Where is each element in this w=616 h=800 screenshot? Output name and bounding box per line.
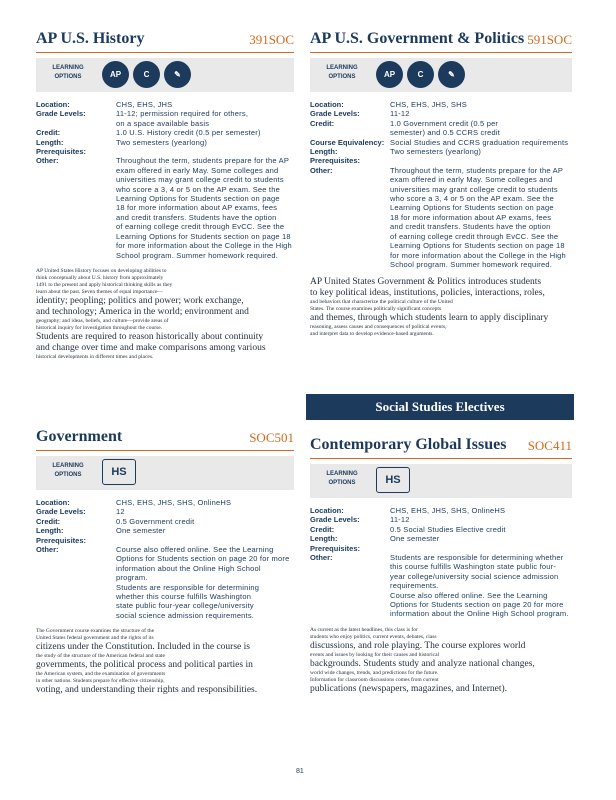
description-line: and change over time and make comparisons among various	[36, 342, 266, 353]
college-credit-icon: C	[407, 61, 434, 88]
course-header	[36, 428, 294, 451]
fact-value: Throughout the term, students prepare for the AP exam offered in early May. Some colleges and universities may grant college credit to students who score a 3, 4 or 5 on the AP exam. See the Learning Options for Students section on page 18 for more information about AP exams, fees and credit transfers. Students have the option of earning college credit through EvCC. See the Learning Options for Students section on page 18 for more information about the College in the High School program. Summer homework required.	[116, 156, 292, 260]
fact-row	[36, 138, 294, 147]
fact-label: Length:	[36, 137, 64, 147]
fact-value: 11-12; permission required for others, on a space available basis	[116, 109, 249, 128]
course-code: 591SOC	[527, 32, 572, 47]
page-number: 81	[296, 768, 304, 775]
course-contemporary-global-issues	[310, 436, 572, 695]
fact-value: Social Studies and CCRS graduation requirements	[390, 137, 569, 147]
fact-row	[310, 109, 572, 118]
fact-label: Credit:	[310, 524, 335, 534]
fact-value	[116, 536, 294, 545]
fact-value: 0.5 Government credit	[116, 516, 195, 526]
course-facts	[310, 100, 572, 269]
course-title: Government	[36, 428, 123, 445]
fact-label: Length:	[310, 147, 338, 157]
learning-options	[310, 464, 572, 498]
fact-value: Course also offered online. See the Learning Options for Students section on page 20 for more information about the Online High School program. Students are responsible for determining whether this course fulfills Washington state public four-year college/university social science admission requirements.	[116, 545, 290, 620]
fact-label: Other:	[310, 165, 333, 175]
description-line: events and issues by looking for their causes and historical	[310, 651, 440, 658]
description-line: backgrounds. Students study and analyze national changes,	[310, 658, 535, 669]
description-line: the study of the structure of the American federal and state	[36, 653, 165, 660]
course-code: SOC501	[249, 430, 294, 445]
ap-icon: AP	[376, 61, 403, 88]
fact-row	[36, 517, 294, 526]
fact-value	[116, 147, 294, 156]
fact-row	[36, 156, 294, 259]
course-description	[36, 628, 294, 696]
fact-value: CHS, EHS, JHS, SHS, OnlineHS	[390, 506, 506, 515]
course-facts	[310, 506, 572, 619]
course-header	[310, 30, 572, 53]
description-line: historical inquiry for investigation throughout the course.	[36, 324, 163, 331]
fact-row	[36, 526, 294, 535]
fact-value: 11-12	[390, 515, 410, 525]
fact-value: Two semesters (yearlong)	[116, 137, 208, 147]
fact-value: 0.5 Social Studies Elective credit	[390, 524, 506, 534]
description-line: voting, and understanding their rights and responsibilities.	[36, 685, 258, 696]
course-description	[36, 268, 294, 361]
description-line: students who enjoy politics, current events, debates, class	[310, 633, 437, 640]
fact-label: Credit:	[36, 516, 61, 526]
fact-value: One semester	[116, 526, 166, 536]
description-line: United States federal government and the rights of its	[36, 635, 154, 642]
description-line: and themes, through which students learn to apply disciplinary	[310, 313, 549, 324]
course-header	[310, 436, 572, 459]
fact-label: Grade Levels:	[36, 507, 86, 517]
course-ap-us-history	[36, 30, 294, 361]
fact-value: One semester	[390, 534, 440, 544]
description-line: identity; peopling; politics and power; work exchange,	[36, 295, 244, 306]
fact-row	[310, 515, 572, 524]
description-line: 1491 to the present and apply historical thinking skills as they	[36, 281, 173, 288]
fact-value: Students are responsible for determining whether this course fulfills Washington state public four- year college/university social science admission requirements. Course also offered online. See the Learning Options for Students section on page 20 for more information about the Online High School program.	[390, 553, 569, 619]
fact-label: Location:	[36, 498, 70, 507]
fact-label: Length:	[310, 534, 338, 544]
description-line: AP United States Government & Politics introduces students	[310, 277, 542, 288]
course-ap-us-government	[310, 30, 572, 338]
description-line: Information for classroom discussions comes from current	[310, 676, 439, 683]
learning-options	[310, 58, 572, 92]
fact-label: Credit:	[36, 128, 61, 138]
fact-value: 11-12	[390, 109, 410, 119]
fact-row	[310, 100, 572, 109]
online-hs-icon: HS	[376, 467, 410, 493]
course-title: Contemporary Global Issues	[310, 436, 507, 453]
fact-row	[310, 525, 572, 534]
fact-label: Grade Levels:	[36, 109, 86, 119]
fact-row	[36, 536, 294, 545]
course-title: AP U.S. Government & Politics	[310, 30, 525, 47]
fact-row	[36, 507, 294, 516]
description-line: AP United States History focuses on developing abilities to	[36, 267, 167, 274]
course-code: SOC411	[527, 438, 572, 453]
fact-value: CHS, EHS, JHS, SHS, OnlineHS	[116, 498, 232, 507]
fact-value: CHS, EHS, JHS, SHS	[390, 100, 467, 109]
fact-label: Prerequisites:	[310, 543, 361, 553]
fact-value: 1.0 U.S. History credit (0.5 per semester)	[116, 128, 261, 138]
fact-label: Location:	[310, 506, 344, 515]
fact-row	[310, 534, 572, 543]
fact-row	[310, 544, 572, 553]
description-line: and behaviors that characterize the political culture of the United	[310, 299, 453, 306]
fact-value: Two semesters (yearlong)	[390, 147, 482, 157]
learning-options-label: LEARNING OPTIONS	[326, 65, 358, 80]
fact-row	[310, 553, 572, 619]
fact-value	[390, 156, 572, 165]
description-line: States. The course examines politically significant concepts	[310, 306, 442, 313]
description-line: As current as the latest headlines, this class is for	[310, 626, 418, 633]
fact-label: Other:	[310, 553, 333, 563]
course-description	[310, 627, 572, 695]
fact-row	[36, 498, 294, 507]
course-description	[310, 277, 572, 338]
course-header	[36, 30, 294, 53]
course-facts	[36, 100, 294, 260]
description-line: geography; and ideas, beliefs, and culture—provide areas of	[36, 317, 169, 324]
fact-label: Length:	[36, 526, 64, 536]
description-line: and technology; America in the world; environment and	[36, 306, 249, 317]
fact-label: Credit:	[310, 118, 335, 128]
fact-row	[36, 147, 294, 156]
description-line: The Government course examines the structure of the	[36, 628, 155, 635]
course-title: AP U.S. History	[36, 30, 145, 47]
fact-row	[310, 147, 572, 156]
description-line: governments, the political process and political parties in	[36, 660, 253, 671]
fact-row	[310, 506, 572, 515]
fact-value: CHS, EHS, JHS	[116, 100, 173, 109]
description-line: think conceptually about U.S. history from approximately	[36, 274, 164, 281]
fact-value: 1.0 Government credit (0.5 per semester) and 0.5 CCRS credit	[390, 118, 501, 138]
fact-value	[390, 544, 572, 553]
fact-label: Prerequisites:	[310, 156, 361, 166]
description-line: to key political ideas, institutions, policies, interactions, roles,	[310, 288, 545, 299]
fact-row	[36, 128, 294, 137]
fact-row	[36, 109, 294, 128]
description-line: in other nations. Students prepare for effective citizenship,	[36, 678, 165, 685]
college-credit-icon: C	[133, 61, 160, 88]
fact-label: Location:	[310, 100, 344, 109]
description-line: and interpret data to develop evidence-based arguments.	[310, 331, 434, 338]
fact-label: Location:	[36, 100, 70, 109]
learning-options-label: LEARNING OPTIONS	[52, 463, 84, 478]
description-line: publications (newspapers, magazines, and Internet).	[310, 683, 508, 694]
description-line: learn about the past. Seven themes of equal importance—	[36, 288, 163, 295]
fact-row	[310, 119, 572, 138]
description-line: reasoning, assess causes and consequences of political events,	[310, 324, 447, 331]
fact-label: Other:	[36, 156, 59, 166]
fact-row	[310, 156, 572, 165]
description-line: historical developments in different times and places.	[36, 353, 154, 360]
fact-label: Prerequisites:	[36, 535, 87, 545]
fact-value: Throughout the term, students prepare for the AP exam offered in early May. Some colleges and universities may grant college credit to students who score a 3, 4 or 5 on the AP exam. See the Learning Options for Students section on page 18 for more information about AP exams, fees and credit transfers. Students have the option of earning college credit through EvCC. See the Learning Options for Students section on page 18 for more information about the College in the High School program. Summer homework required.	[390, 165, 566, 269]
course-government	[36, 428, 294, 696]
fact-row	[36, 100, 294, 109]
fact-row	[310, 138, 572, 147]
fact-row	[310, 166, 572, 269]
ccrs-icon: ✎	[438, 61, 465, 88]
learning-options-label: LEARNING OPTIONS	[326, 471, 358, 486]
fact-label: Other:	[36, 545, 59, 555]
course-facts	[36, 498, 294, 620]
learning-options-label: LEARNING OPTIONS	[52, 65, 84, 80]
learning-options	[36, 456, 294, 490]
ccrs-icon: ✎	[164, 61, 191, 88]
description-line: citizens under the Constitution. Included in the course is	[36, 642, 250, 653]
fact-value: 12	[116, 507, 125, 517]
fact-label: Grade Levels:	[310, 109, 360, 119]
fact-label: Course Equivalency:	[310, 137, 385, 147]
fact-row	[36, 545, 294, 620]
course-code: 391SOC	[249, 32, 294, 47]
online-hs-icon: HS	[102, 459, 136, 485]
description-line: world wide changes, trends, and predictions for the future.	[310, 669, 439, 676]
description-line: discussions, and role playing. The course explores world	[310, 640, 526, 651]
section-banner: Social Studies Electives	[306, 394, 574, 420]
fact-label: Grade Levels:	[310, 515, 360, 525]
learning-options	[36, 58, 294, 92]
fact-label: Prerequisites:	[36, 147, 87, 157]
description-line: the American system, and the examination of governments	[36, 671, 166, 678]
description-line: Students are required to reason historically about continuity	[36, 331, 264, 342]
ap-icon: AP	[102, 61, 129, 88]
